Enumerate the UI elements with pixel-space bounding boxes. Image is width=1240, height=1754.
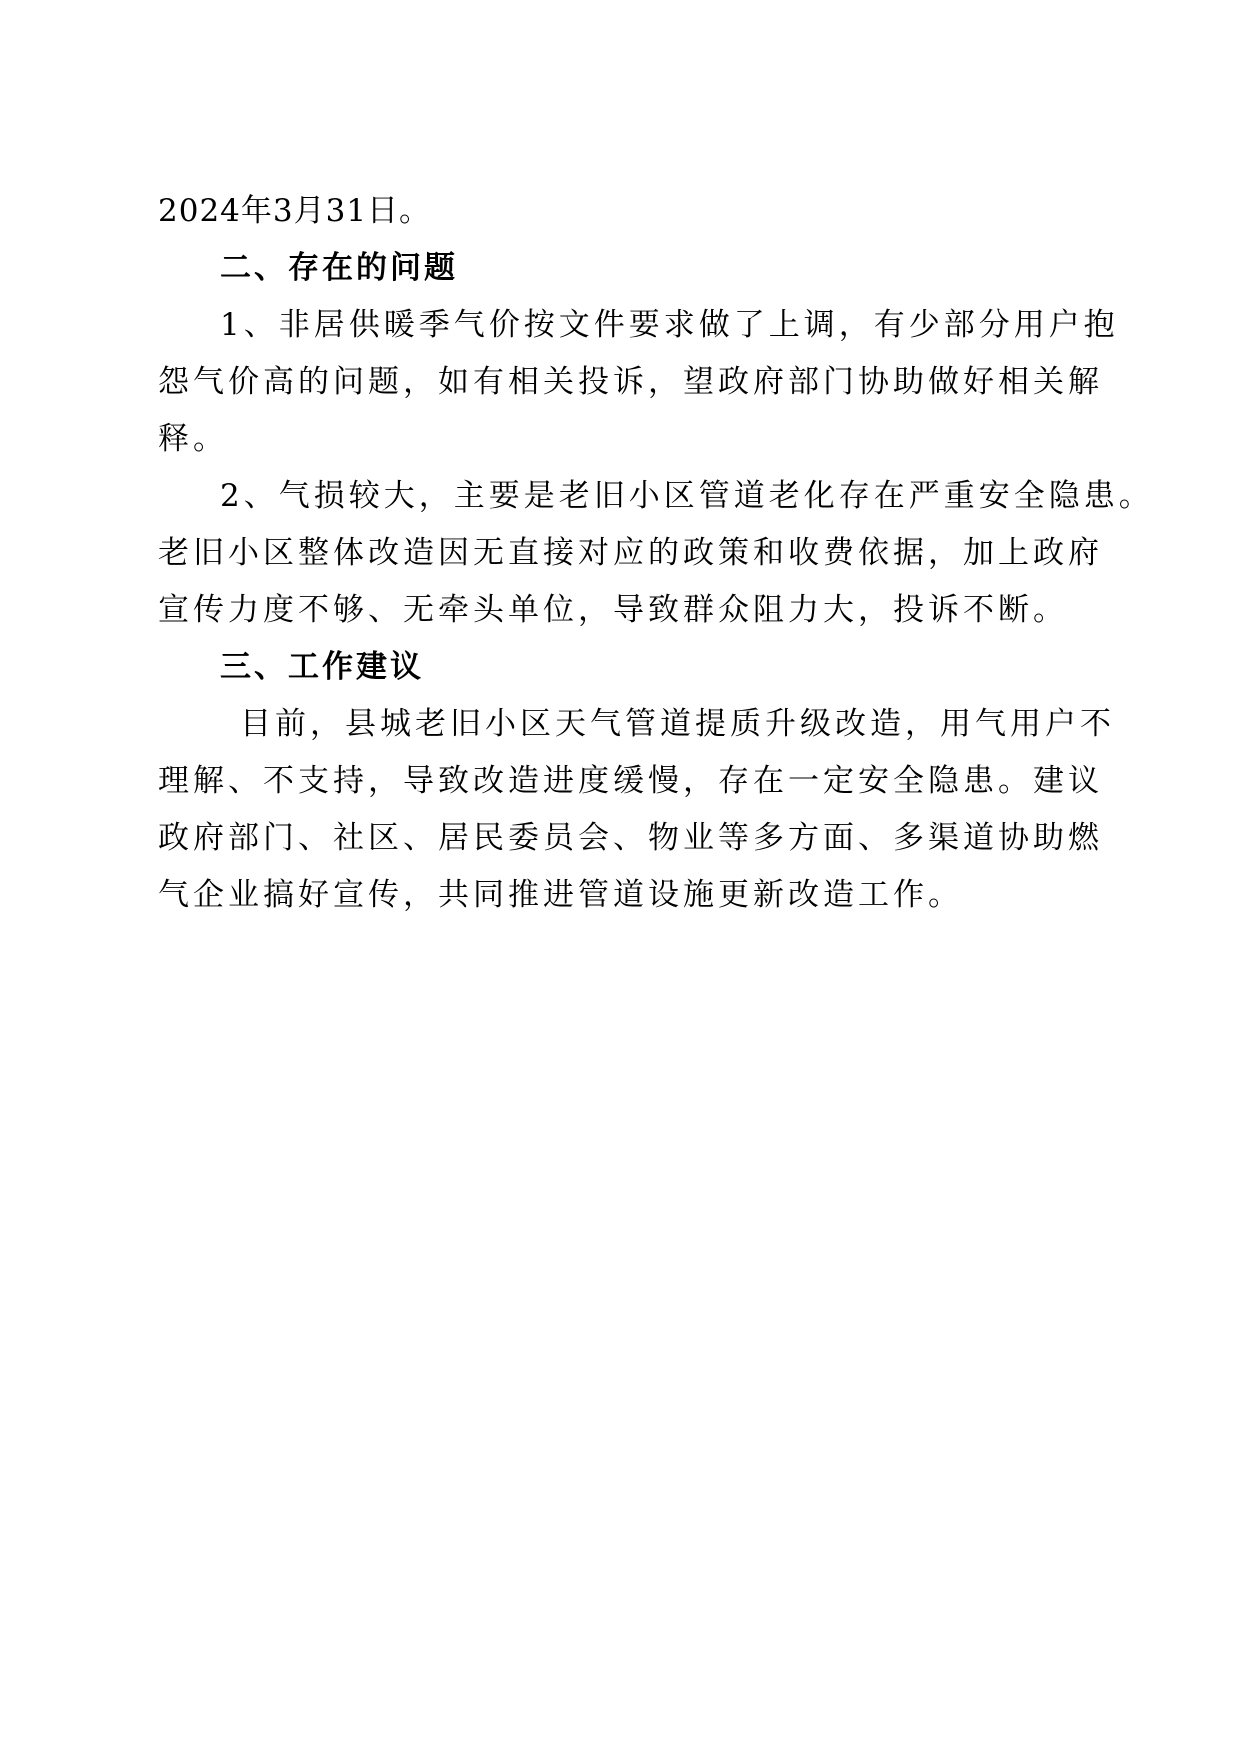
suggestion-line-4: 气企业搞好宣传，共同推进管道设施更新改造工作。 bbox=[158, 877, 963, 913]
problem-2-line-2: 老旧小区整体改造因无直接对应的政策和收费依据，加上政府 bbox=[158, 535, 1103, 571]
problem-1-line-3: 释。 bbox=[158, 421, 228, 457]
suggestion-line-3: 政府部门、社区、居民委员会、物业等多方面、多渠道协助燃 bbox=[158, 820, 1103, 856]
section-heading-suggestions: 三、工作建议 bbox=[220, 649, 424, 685]
section-heading-problems: 二、存在的问题 bbox=[220, 250, 458, 286]
suggestion-line-2: 理解、不支持，导致改造进度缓慢，存在一定安全隐患。建议 bbox=[158, 763, 1103, 799]
problem-2-line-3: 宣传力度不够、无牵头单位，导致群众阻力大，投诉不断。 bbox=[158, 592, 1068, 628]
problem-1-line-2: 怨气价高的问题，如有相关投诉，望政府部门协助做好相关解 bbox=[158, 364, 1103, 400]
suggestion-line-1: 目前，县城老旧小区天气管道提质升级改造，用气用户不 bbox=[240, 706, 1115, 742]
problem-2-line-1: 2、气损较大，主要是老旧小区管道老化存在严重安全隐患。 bbox=[220, 478, 1154, 514]
date-line: 2024年3月31日。 bbox=[158, 193, 432, 229]
problem-1-line-1: 1、非居供暖季气价按文件要求做了上调，有少部分用户抱 bbox=[220, 307, 1119, 343]
